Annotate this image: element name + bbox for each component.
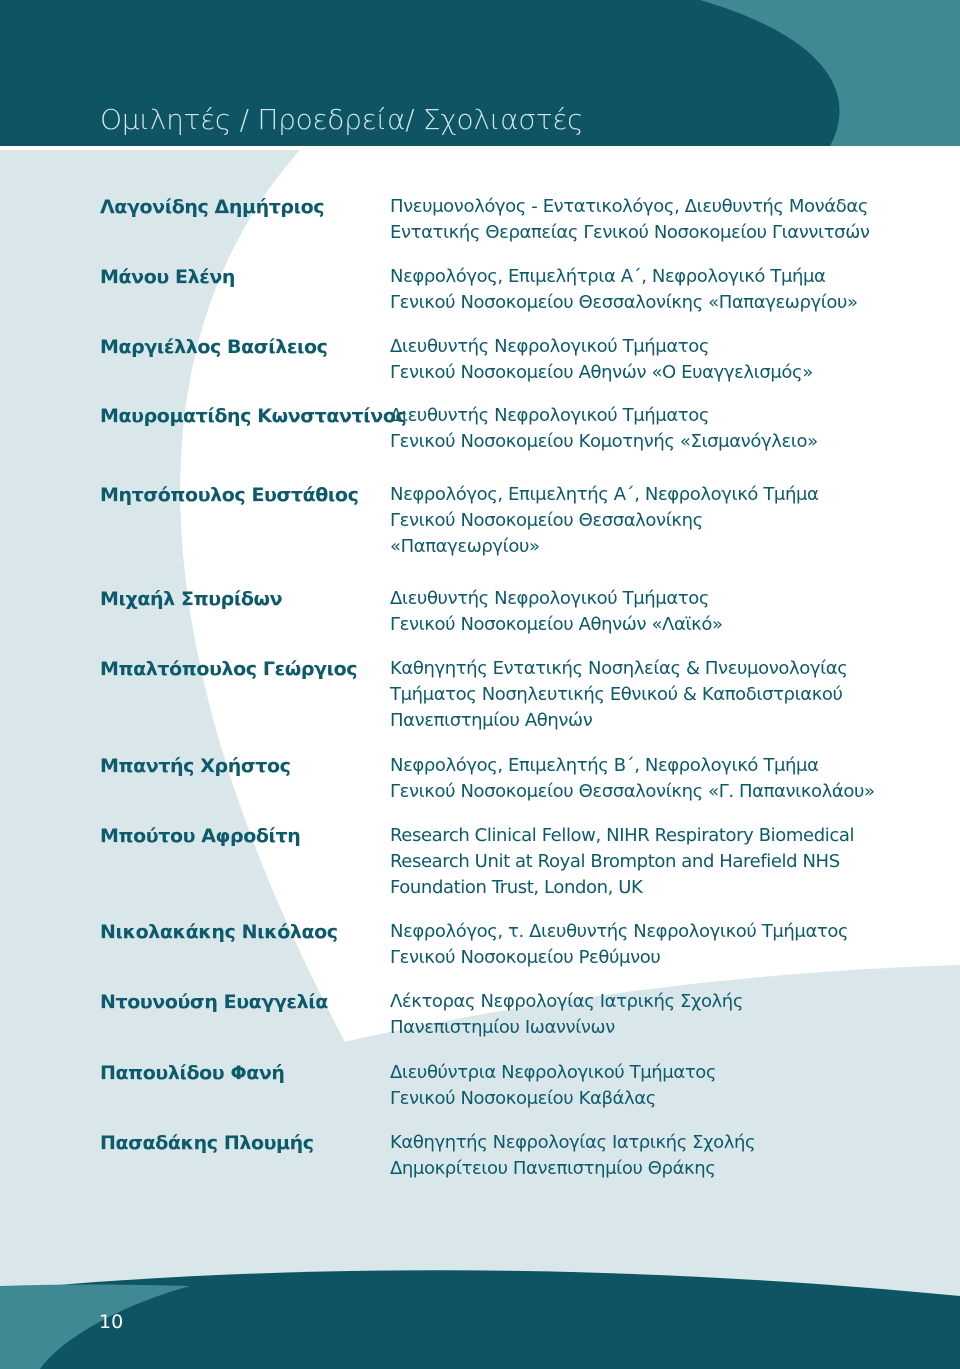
affiliation-line: Γενικού Νοσοκομείου Θεσσαλονίκης bbox=[390, 510, 703, 531]
speaker-affiliation bbox=[390, 403, 870, 455]
speaker-name: Παπουλίδου Φανή bbox=[100, 1062, 285, 1084]
speaker-name: Μαυροματίδης Κωνσταντίνος bbox=[100, 405, 407, 427]
affiliation-line: Research Unit at Royal Brompton and Harefield NHS bbox=[390, 851, 840, 872]
speaker-affiliation bbox=[390, 194, 870, 246]
speaker-affiliation bbox=[390, 1130, 870, 1182]
affiliation-line: Εντατικής Θεραπείας Γενικού Νοσοκομείου Γιαννιτσών bbox=[390, 222, 870, 243]
affiliation-line: Καθηγητής Νεφρολογίας Ιατρικής Σχολής bbox=[390, 1132, 756, 1153]
speaker-name: Μπαντής Χρήστος bbox=[100, 755, 291, 777]
affiliation-line: Τμήματος Νοσηλευτικής Εθνικού & Καποδιστριακού bbox=[390, 684, 843, 705]
affiliation-line: Λέκτορας Νεφρολογίας Ιατρικής Σχολής bbox=[390, 991, 743, 1012]
affiliation-line: Research Clinical Fellow, NIHR Respiratory Biomedical bbox=[390, 825, 855, 846]
speaker-affiliation bbox=[390, 264, 870, 316]
speaker-affiliation bbox=[390, 823, 870, 901]
affiliation-line: Διευθύντρια Νεφρολογικού Τμήματος bbox=[390, 1062, 717, 1083]
speaker-affiliation bbox=[390, 1060, 870, 1112]
speaker-name: Πασαδάκης Πλουμής bbox=[100, 1132, 314, 1154]
affiliation-line: Διευθυντής Νεφρολογικού Τμήματος bbox=[390, 336, 710, 357]
affiliation-line: Γενικού Νοσοκομείου Καβάλας bbox=[390, 1088, 656, 1109]
affiliation-line: Νεφρολόγος, Επιμελήτρια Α΄, Νεφρολογικό Τμήμα bbox=[390, 266, 826, 287]
affiliation-line: Πνευμονολόγος - Εντατικολόγος, Διευθυντής Μονάδας bbox=[390, 196, 868, 217]
speaker-affiliation bbox=[390, 482, 870, 560]
speaker-affiliation bbox=[390, 919, 870, 971]
affiliation-line: Νεφρολόγος, τ. Διευθυντής Νεφρολογικού Τμήματος bbox=[390, 921, 849, 942]
affiliation-line: Καθηγητής Εντατικής Νοσηλείας & Πνευμονολογίας bbox=[390, 658, 848, 679]
affiliation-line: Πανεπιστημίου Αθηνών bbox=[390, 710, 593, 731]
speaker-affiliation bbox=[390, 334, 870, 386]
speaker-affiliation bbox=[390, 753, 875, 805]
affiliation-line: Γενικού Νοσοκομείου Αθηνών «Ο Ευαγγελισμός» bbox=[390, 362, 813, 383]
speaker-name: Μητσόπουλος Ευστάθιος bbox=[100, 484, 359, 506]
affiliation-line: Foundation Trust, London, UK bbox=[390, 877, 643, 898]
speaker-name: Μαργιέλλος Βασίλειος bbox=[100, 336, 328, 358]
speaker-affiliation bbox=[390, 989, 870, 1041]
speaker-name: Ντουνούση Ευαγγελία bbox=[100, 991, 328, 1013]
speaker-name: Μπαλτόπουλος Γεώργιος bbox=[100, 658, 358, 680]
speaker-affiliation bbox=[390, 656, 870, 734]
affiliation-line: Διευθυντής Νεφρολογικού Τμήματος bbox=[390, 588, 710, 609]
page-title: Ομιλητές / Προεδρεία/ Σχολιαστές bbox=[100, 103, 584, 136]
affiliation-line: Νεφρολόγος, Επιμελητής Β΄, Νεφρολογικό Τμήμα bbox=[390, 755, 819, 776]
page-number: 10 bbox=[99, 1311, 124, 1333]
affiliation-line: Γενικού Νοσοκομείου Ρεθύμνου bbox=[390, 947, 661, 968]
affiliation-line: Γενικού Νοσοκομείου Θεσσαλονίκης «Γ. Παπανικολάου» bbox=[390, 781, 875, 802]
speaker-name: Μπούτου Αφροδίτη bbox=[100, 825, 301, 847]
speaker-name: Νικολακάκης Νικόλαος bbox=[100, 921, 338, 943]
affiliation-line: Διευθυντής Νεφρολογικού Τμήματος bbox=[390, 405, 710, 426]
affiliation-line: Γενικού Νοσοκομείου Θεσσαλονίκης «Παπαγεωργίου» bbox=[390, 292, 858, 313]
affiliation-line: Δημοκρίτειου Πανεπιστημίου Θράκης bbox=[390, 1158, 716, 1179]
affiliation-line: Γενικού Νοσοκομείου Αθηνών «Λαϊκό» bbox=[390, 614, 723, 635]
speaker-name: Λαγονίδης Δημήτριος bbox=[100, 196, 325, 218]
affiliation-line: Νεφρολόγος, Επιμελητής Α΄, Νεφρολογικό Τμήμα bbox=[390, 484, 819, 505]
speaker-affiliation bbox=[390, 586, 870, 638]
affiliation-line: «Παπαγεωργίου» bbox=[390, 536, 540, 557]
speaker-name: Μιχαήλ Σπυρίδων bbox=[100, 588, 283, 610]
affiliation-line: Γενικού Νοσοκομείου Κομοτηνής «Σισμανόγλειο» bbox=[390, 431, 818, 452]
affiliation-line: Πανεπιστημίου Ιωαννίνων bbox=[390, 1017, 615, 1038]
speaker-name: Μάνου Ελένη bbox=[100, 266, 236, 288]
